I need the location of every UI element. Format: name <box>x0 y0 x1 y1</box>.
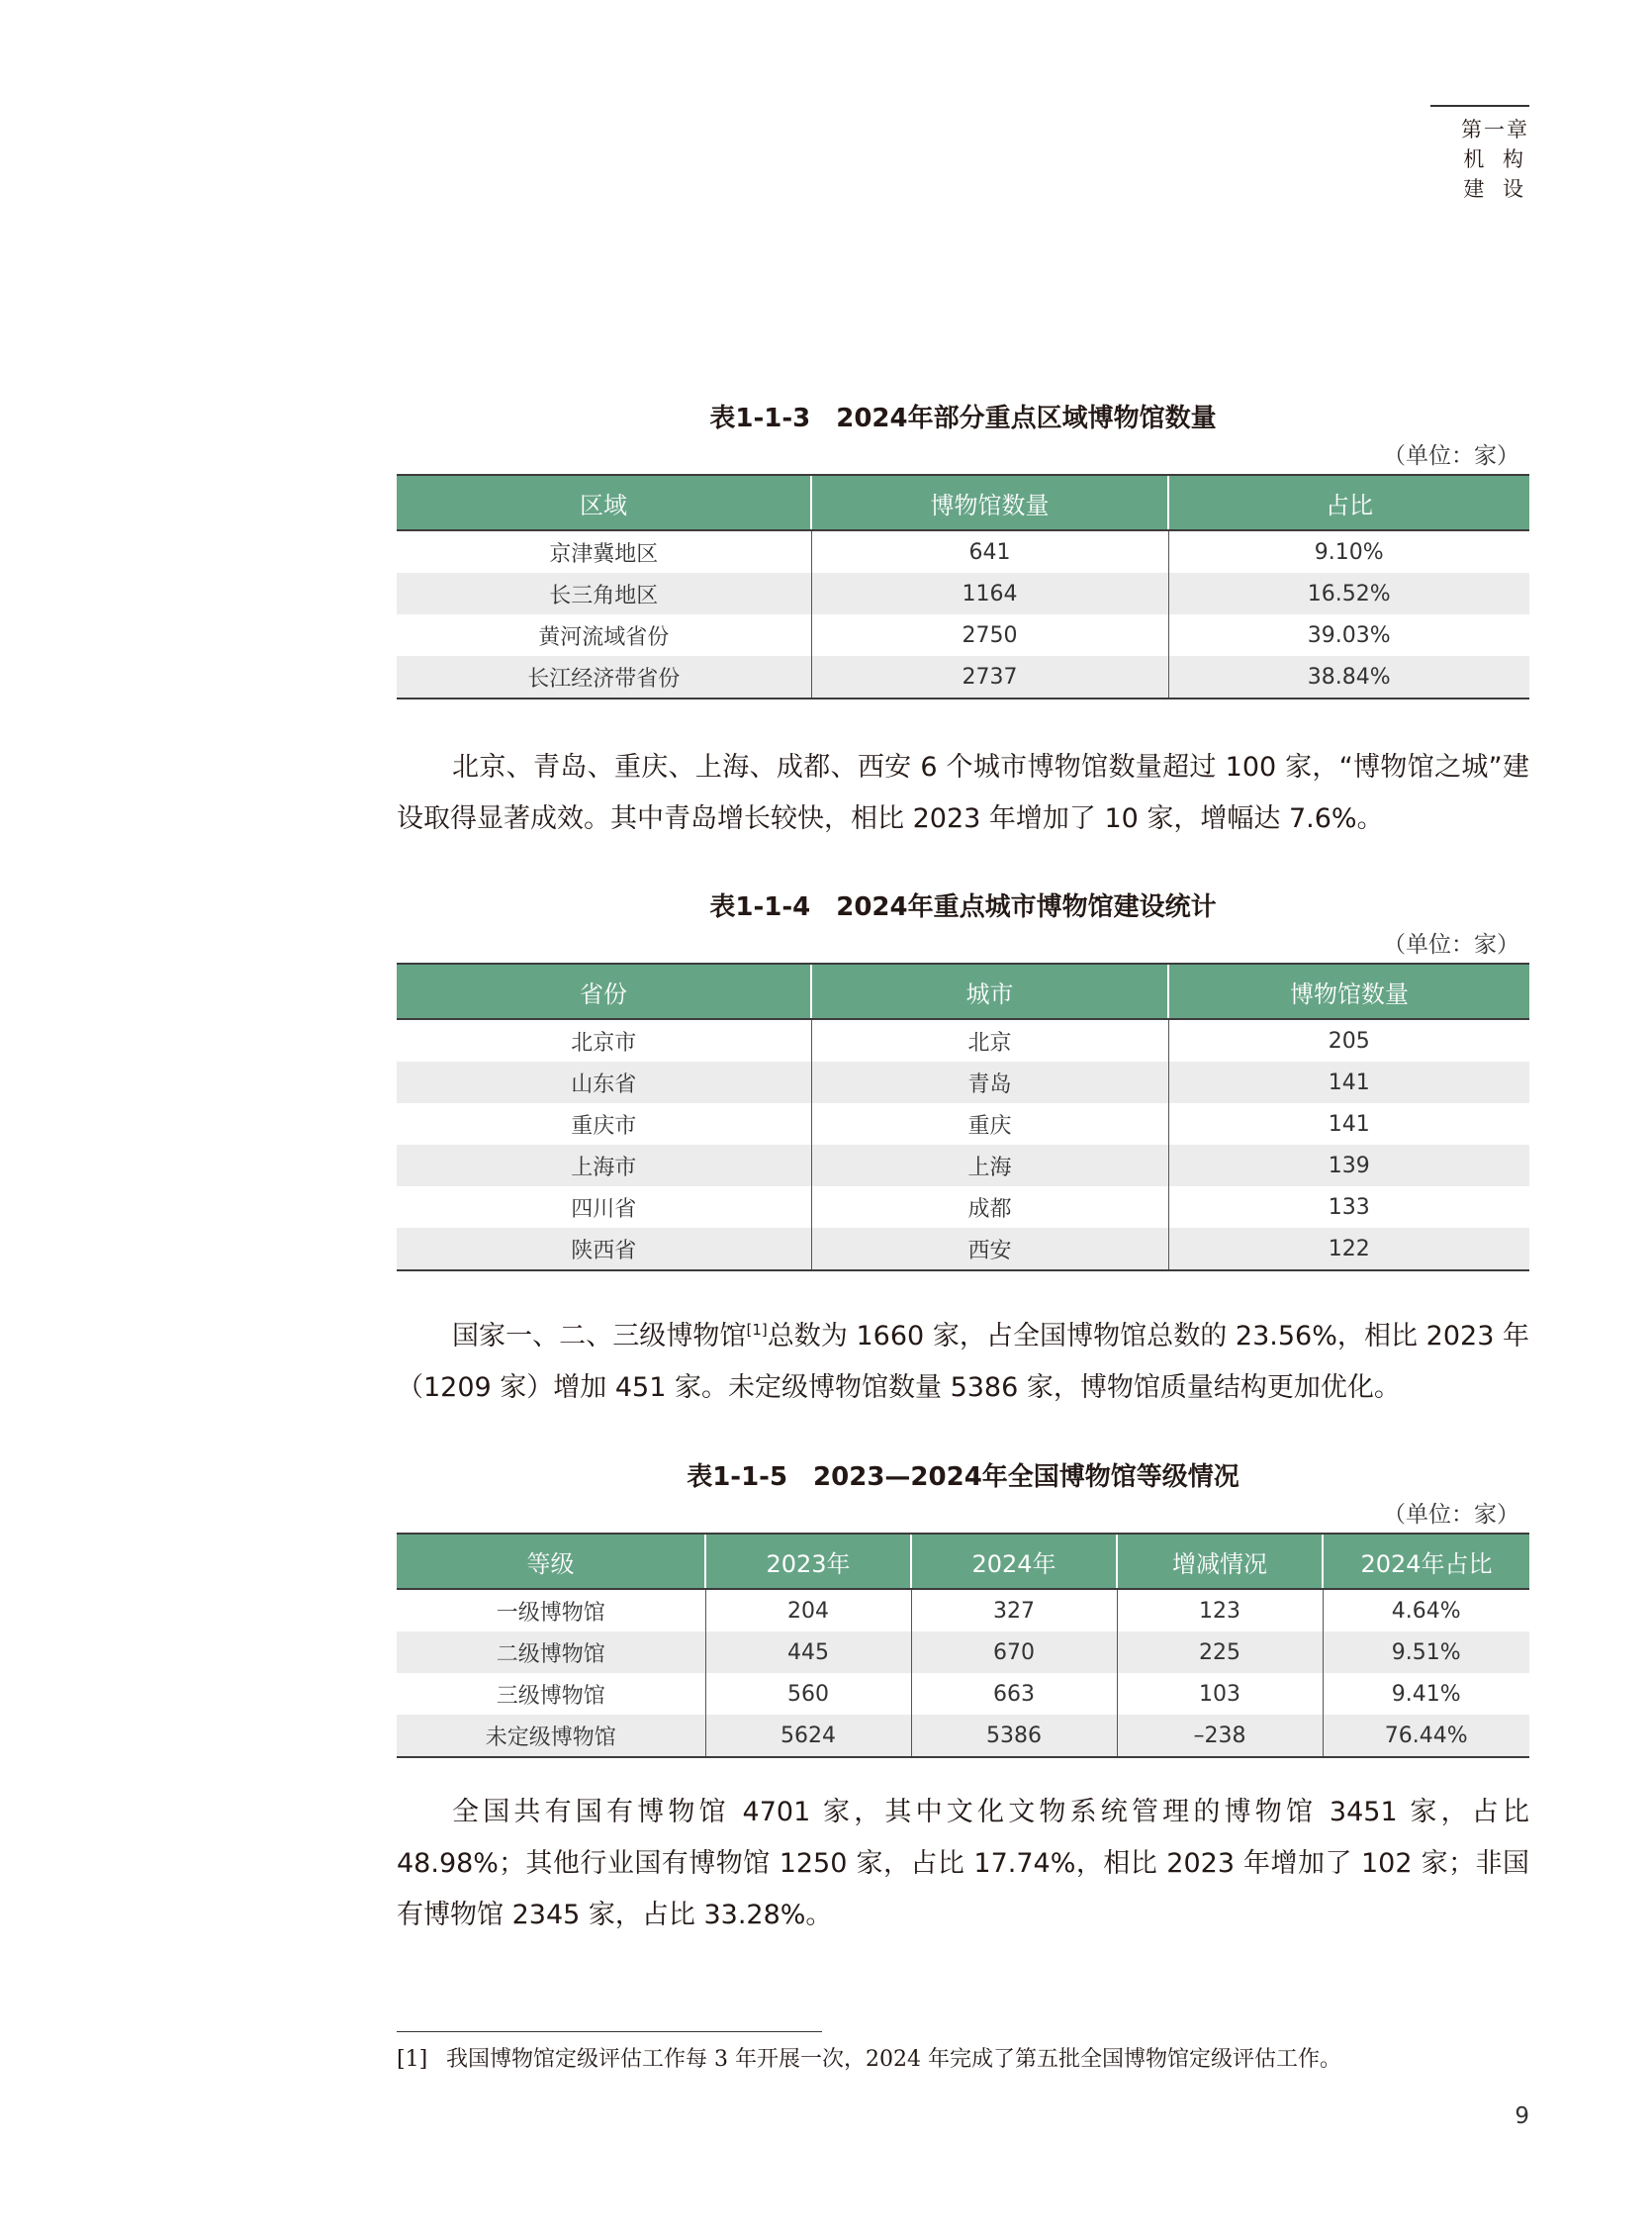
table-1-1-3-block <box>397 399 1529 699</box>
cell: 京津冀地区 <box>549 541 659 567</box>
cell: 二级博物馆 <box>397 1631 705 1673</box>
cell: 663 <box>911 1673 1117 1715</box>
header-rule <box>1430 105 1529 107</box>
footnote-mark: [1] <box>397 2047 428 2072</box>
cell: 青岛 <box>811 1062 1168 1103</box>
regional-museum-table <box>397 474 1529 699</box>
column-header: 增减情况 <box>1117 1534 1323 1589</box>
table-row <box>397 614 1529 656</box>
cell: 9.10% <box>1168 530 1529 573</box>
cell: 204 <box>705 1589 911 1631</box>
cell: 上海市 <box>397 1145 811 1186</box>
cell: 103 <box>1117 1673 1323 1715</box>
cell: 陕西省 <box>397 1228 811 1270</box>
cell: 16.52% <box>1168 573 1529 614</box>
table-unit: （单位：家） <box>1383 443 1519 469</box>
table-row <box>397 530 1529 573</box>
column-header: 占比 <box>1168 475 1529 530</box>
cell: 641 <box>811 530 1168 573</box>
cell: 北京 <box>811 1019 1168 1062</box>
table-unit: （单位：家） <box>1383 932 1519 958</box>
cell: 445 <box>705 1631 911 1673</box>
table-row <box>397 656 1529 699</box>
page-number: 9 <box>1514 2103 1529 2129</box>
cell: 北京市 <box>571 1030 637 1056</box>
footnote-reference: [1] <box>746 1321 768 1339</box>
cell: 重庆 <box>811 1103 1168 1145</box>
cell: 76.44% <box>1323 1715 1529 1757</box>
table-row <box>397 1145 1529 1186</box>
cell: 四川省 <box>571 1196 637 1222</box>
table-row <box>397 1186 1529 1228</box>
column-header: 区域 <box>397 475 811 530</box>
column-header: 博物馆数量 <box>1168 964 1529 1019</box>
table-caption: 表1-1-4 2024年重点城市博物馆建设统计 <box>709 892 1217 922</box>
cell: 2737 <box>811 656 1168 699</box>
section-label: 机 构 建 设 <box>1463 147 1529 201</box>
column-header: 2023年 <box>705 1534 911 1589</box>
cell: 123 <box>1117 1589 1323 1631</box>
running-header <box>1430 105 1529 204</box>
cell: 重庆市 <box>571 1113 637 1139</box>
cell: –238 <box>1117 1715 1323 1757</box>
city-museum-table <box>397 963 1529 1271</box>
table-unit: （单位：家） <box>1383 1502 1519 1528</box>
table-row <box>397 1228 1529 1270</box>
cell: 三级博物馆 <box>496 1683 605 1709</box>
cell: 122 <box>1168 1228 1529 1270</box>
table-row <box>397 1631 1529 1673</box>
column-header: 2024年 <box>911 1534 1117 1589</box>
table-row <box>397 1019 1529 1062</box>
table-row <box>397 1673 1529 1715</box>
cell: 670 <box>911 1631 1117 1673</box>
table-1-1-5-block <box>397 1457 1529 1758</box>
cell: 长江经济带省份 <box>397 656 811 699</box>
cell: 9.51% <box>1323 1631 1529 1673</box>
paragraph-text: 国家一、二、三级博物馆 <box>452 1321 747 1351</box>
paragraph-state-owned-museums: 全国共有国有博物馆 4701 家，其中文化文物系统管理的博物馆 3451 家，占比 48.98%；其他行业国有博物馆 1250 家，占比 17.74%，相比 2023 年增加了 102 家；非国有博物馆 2345 家，占比 33.28%。 <box>397 1797 1529 1930</box>
table-1-1-4-block <box>397 887 1529 1271</box>
cell: 133 <box>1168 1186 1529 1228</box>
table-row <box>397 1715 1529 1757</box>
cell: 黄河流域省份 <box>538 624 670 650</box>
column-header: 城市 <box>811 964 1168 1019</box>
cell: 2750 <box>811 614 1168 656</box>
table-row <box>397 1062 1529 1103</box>
cell: 5386 <box>911 1715 1117 1757</box>
table-row <box>397 1103 1529 1145</box>
cell: 38.84% <box>1168 656 1529 699</box>
paragraph-graded-museums <box>397 1311 1529 1414</box>
cell: 327 <box>911 1589 1117 1631</box>
cell: 205 <box>1168 1019 1529 1062</box>
column-header: 等级 <box>397 1534 705 1589</box>
paragraph-text: 总数为 1660 家，占全国博物馆总数的 23.56%，相比 2023 年（1209 家）增加 451 家。未定级博物馆数量 5386 家，博物馆质量结构更加优化。 <box>397 1321 1530 1403</box>
cell: 西安 <box>811 1228 1168 1270</box>
cell: 141 <box>1168 1103 1529 1145</box>
cell: 山东省 <box>397 1062 811 1103</box>
cell: 139 <box>1168 1145 1529 1186</box>
cell: 141 <box>1168 1062 1529 1103</box>
cell: 4.64% <box>1323 1589 1529 1631</box>
cell: 成都 <box>811 1186 1168 1228</box>
cell: 未定级博物馆 <box>397 1715 705 1757</box>
footnote-text: 我国博物馆定级评估工作每 3 年开展一次，2024 年完成了第五批全国博物馆定级评估工作。 <box>446 2047 1341 2072</box>
chapter-label: 第一章 <box>1461 118 1529 141</box>
cell: 225 <box>1117 1631 1323 1673</box>
table-row <box>397 1589 1529 1631</box>
column-header: 博物馆数量 <box>811 475 1168 530</box>
column-header: 省份 <box>397 964 811 1019</box>
cell: 9.41% <box>1323 1673 1529 1715</box>
table-caption: 表1-1-3 2024年部分重点区域博物馆数量 <box>709 404 1217 433</box>
footnote <box>397 2044 1529 2076</box>
table-row <box>397 573 1529 614</box>
cell: 一级博物馆 <box>496 1600 605 1626</box>
paragraph-museum-cities: 北京、青岛、重庆、上海、成都、西安 6 个城市博物馆数量超过 100 家，“博物馆之城”建设取得显著成效。其中青岛增长较快，相比 2023 年增加了 10 家，增幅达 7.6%。 <box>397 752 1529 834</box>
cell: 560 <box>705 1673 911 1715</box>
cell: 5624 <box>705 1715 911 1757</box>
museum-grade-table <box>397 1533 1529 1758</box>
column-header: 2024年占比 <box>1323 1534 1529 1589</box>
table-caption: 表1-1-5 2023—2024年全国博物馆等级情况 <box>687 1462 1239 1492</box>
cell: 1164 <box>811 573 1168 614</box>
cell: 39.03% <box>1168 614 1529 656</box>
cell: 上海 <box>811 1145 1168 1186</box>
cell: 长三角地区 <box>397 573 811 614</box>
footnote-divider <box>397 2031 822 2032</box>
